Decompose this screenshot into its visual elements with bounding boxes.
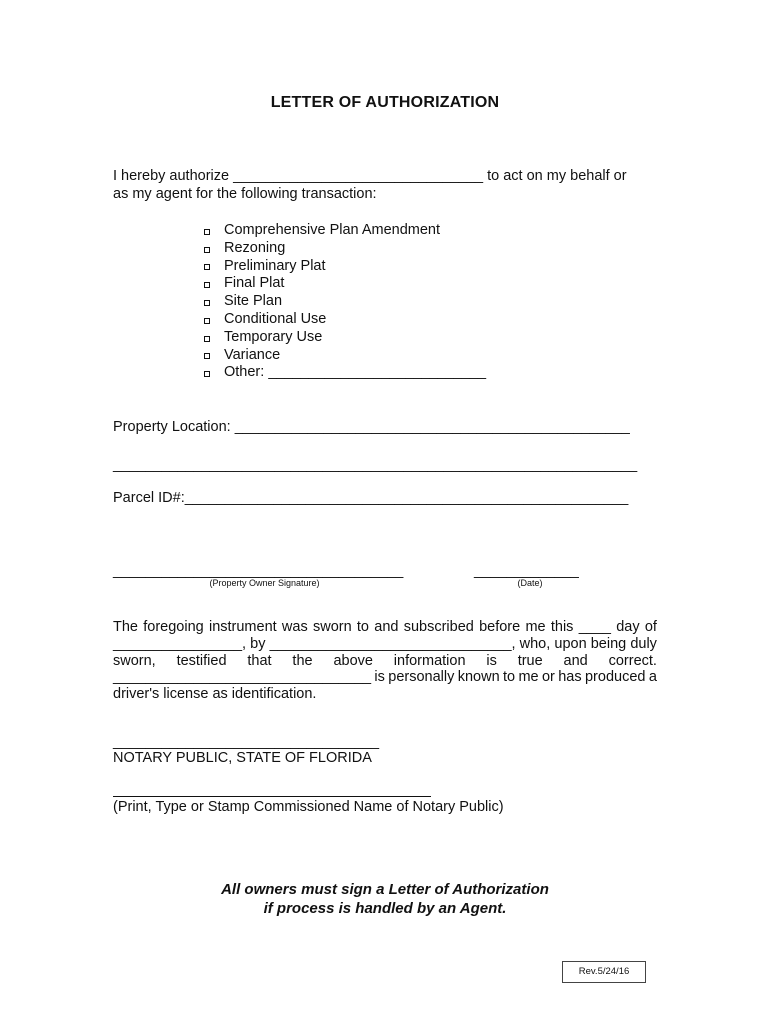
oath-word: correct. [608, 652, 657, 669]
oath-word: that [247, 652, 272, 669]
checkbox-icon[interactable] [204, 300, 210, 306]
oath-word: ______________________________, [269, 635, 516, 652]
checklist-item-label: Comprehensive Plan Amendment [224, 222, 441, 238]
oath-word: before [479, 619, 521, 635]
checklist-item-label: Site Plan [224, 293, 283, 310]
oath-word: sworn, [113, 652, 156, 669]
oath-line-last: driver's license as identification. [113, 686, 317, 703]
oath-word: produced [584, 669, 646, 686]
parcel-id-field[interactable]: Parcel ID#:_______________________________________________________ [113, 490, 629, 506]
authorize-line: I hereby authorize _______________________________ to act on my behalf or [113, 168, 627, 184]
checkbox-icon[interactable] [204, 353, 210, 359]
checklist-item[interactable] [204, 311, 486, 329]
agent-line: as my agent for the following transaction: [113, 186, 377, 202]
oath-word: testified [176, 652, 227, 669]
checkbox-icon[interactable] [204, 264, 210, 270]
owners-note-line2: if process is handled by an Agent. [263, 900, 507, 917]
oath-word: subscribed [403, 619, 474, 635]
oath-word: by [250, 635, 266, 652]
oath-word: personally [388, 669, 455, 686]
checklist-item[interactable] [204, 329, 486, 347]
oath-word: ____ [578, 619, 611, 635]
oath-word: The [113, 619, 138, 635]
oath-word: sworn [312, 619, 352, 635]
oath-word: information [393, 652, 466, 669]
oath-paragraph [113, 619, 657, 703]
property-location-continuation-field[interactable]: _________________________________________________________________ [113, 457, 638, 473]
oath-word: true [517, 652, 543, 669]
oath-word: foregoing [143, 619, 204, 635]
oath-word: ________________, [113, 635, 247, 652]
checklist-item-label: Preliminary Plat [224, 257, 326, 274]
oath-word: duly [630, 635, 657, 652]
oath-word: me [525, 619, 546, 635]
checklist-item[interactable] [204, 364, 486, 382]
checklist-item[interactable] [204, 275, 486, 293]
checklist-item[interactable] [204, 347, 486, 365]
notary-label: NOTARY PUBLIC, STATE OF FLORIDA [113, 750, 372, 766]
checklist-item-label: Other: ___________________________ [224, 364, 487, 381]
oath-word: upon [554, 635, 587, 652]
checklist-item-label: Variance [224, 346, 281, 363]
checklist-item-label: Conditional Use [224, 310, 327, 327]
oath-line [113, 636, 657, 653]
notary-signature-field[interactable]: _________________________________ [113, 734, 380, 750]
oath-word: is [486, 652, 497, 669]
notary-print-label: (Print, Type or Stamp Commissioned Name of Notary Public) [113, 799, 504, 815]
checkbox-icon[interactable] [204, 282, 210, 288]
oath-line [113, 653, 657, 670]
oath-word: ________________________________ [113, 669, 372, 686]
checkbox-icon[interactable] [204, 318, 210, 324]
checkbox-icon[interactable] [204, 247, 210, 253]
oath-line [113, 669, 657, 686]
checklist-item[interactable] [204, 240, 486, 258]
checkbox-icon[interactable] [204, 336, 210, 342]
oath-word: who, [519, 635, 551, 652]
owner-signature-field[interactable]: ____________________________________ [113, 563, 404, 579]
oath-word: known [457, 669, 500, 686]
oath-word: has [558, 669, 582, 686]
oath-word: a [648, 669, 657, 686]
oath-word: being [590, 635, 627, 652]
oath-word: is [374, 669, 385, 686]
checklist-item[interactable] [204, 258, 486, 276]
date-field[interactable]: _____________ [474, 563, 579, 579]
oath-word: to [356, 619, 369, 635]
document-title: LETTER OF AUTHORIZATION [270, 94, 500, 111]
checkbox-icon[interactable] [204, 229, 210, 235]
oath-word: day [616, 619, 640, 635]
oath-word: and [374, 619, 399, 635]
property-location-field[interactable]: Property Location: _________________________________________________ [113, 419, 630, 435]
oath-word: instrument [208, 619, 277, 635]
transaction-checklist [204, 222, 486, 382]
checklist-item[interactable] [204, 293, 486, 311]
oath-word: and [563, 652, 588, 669]
oath-word: me [518, 669, 539, 686]
owners-note-line1: All owners must sign a Letter of Authorization [221, 881, 549, 898]
oath-word: of [644, 619, 657, 635]
oath-word: the [292, 652, 313, 669]
date-caption: (Date) [517, 578, 543, 588]
revision-box: Rev.5/24/16 [562, 961, 646, 983]
checkbox-icon[interactable] [204, 371, 210, 377]
oath-word: this [550, 619, 574, 635]
oath-line [113, 619, 657, 636]
oath-word: above [333, 652, 373, 669]
checklist-item-label: Temporary Use [224, 328, 323, 345]
checklist-item-label: Rezoning [224, 239, 286, 256]
oath-word: to [503, 669, 516, 686]
oath-word: or [541, 669, 555, 686]
checklist-item[interactable] [204, 222, 486, 240]
notary-name-rule[interactable] [113, 796, 431, 797]
oath-word: was [281, 619, 308, 635]
checklist-item-label: Final Plat [224, 275, 285, 292]
owner-signature-caption: (Property Owner Signature) [209, 578, 320, 588]
